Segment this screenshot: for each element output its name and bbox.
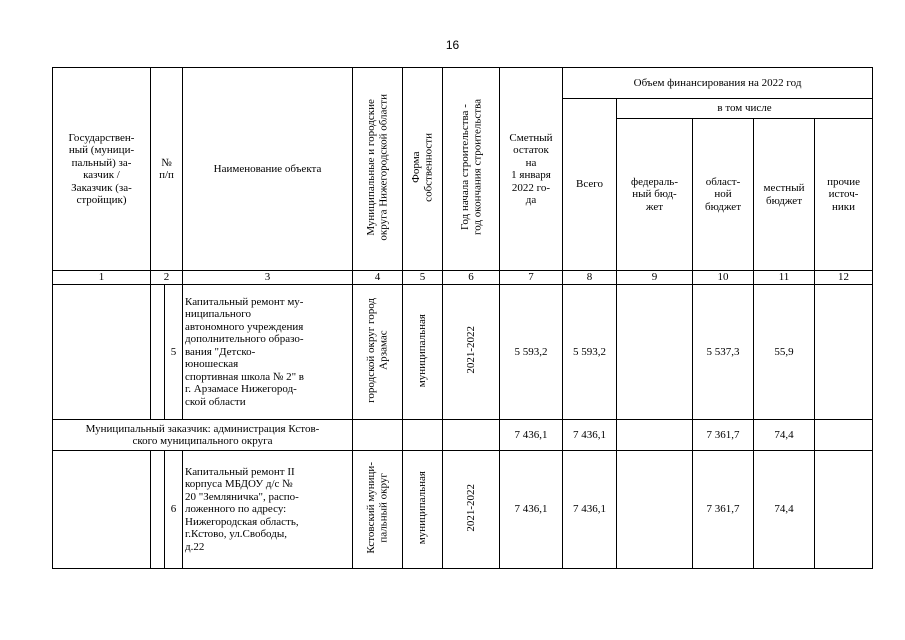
col-num: 1 bbox=[53, 271, 151, 285]
col-num: 2 bbox=[151, 271, 183, 285]
cell-federal bbox=[617, 451, 693, 569]
cell-empty bbox=[403, 420, 443, 451]
col-num: 5 bbox=[403, 271, 443, 285]
cell-municipality: городской округ город Арзамас bbox=[353, 285, 403, 420]
cell-spacer bbox=[151, 451, 165, 569]
header-municipality: Муниципальные и городские округа Нижегородской области bbox=[353, 68, 403, 271]
cell-balance: 7 436,1 bbox=[500, 451, 563, 569]
page-number: 16 bbox=[445, 38, 460, 52]
cell-local: 74,4 bbox=[754, 451, 815, 569]
cell-local: 55,9 bbox=[754, 285, 815, 420]
cell-ownership: муниципальная bbox=[403, 285, 443, 420]
cell-object: Капитальный ремонт II корпуса МБДОУ д/с № 20 "Земляничка", распо- ложенного по адресу: Нижегородская область, г.Кстово, ул.Свободы, д.22 bbox=[183, 451, 353, 569]
header-local: местный бюджет bbox=[754, 119, 815, 271]
header-years: Год начала строительства - год окончания строительства bbox=[443, 68, 500, 271]
header-federal: федераль- ный бюд- жет bbox=[617, 119, 693, 271]
cell-empty bbox=[353, 420, 403, 451]
cell-customer bbox=[53, 285, 151, 420]
header-financing: Объем финансирования на 2022 год bbox=[563, 68, 873, 99]
col-num: 4 bbox=[353, 271, 403, 285]
column-number-row bbox=[53, 271, 873, 285]
cell-other bbox=[815, 285, 873, 420]
cell-regional: 5 537,3 bbox=[693, 285, 754, 420]
cell-no: 6 bbox=[165, 451, 183, 569]
col-num: 8 bbox=[563, 271, 617, 285]
cell-total: 5 593,2 bbox=[563, 285, 617, 420]
subtotal-label: Муниципальный заказчик: администрация Кстов- ского муниципального округа bbox=[53, 420, 353, 451]
cell-years: 2021-2022 bbox=[443, 285, 500, 420]
subtotal-row bbox=[53, 420, 873, 451]
header-other: прочие источ- ники bbox=[815, 119, 873, 271]
cell-no: 5 bbox=[165, 285, 183, 420]
header-including: в том числе bbox=[617, 99, 873, 119]
col-num: 11 bbox=[754, 271, 815, 285]
col-num: 10 bbox=[693, 271, 754, 285]
header-total: Всего bbox=[563, 99, 617, 271]
cell-empty bbox=[815, 420, 873, 451]
col-num: 9 bbox=[617, 271, 693, 285]
subtotal-local: 74,4 bbox=[754, 420, 815, 451]
col-num: 12 bbox=[815, 271, 873, 285]
cell-other bbox=[815, 451, 873, 569]
cell-object: Капитальный ремонт му- ниципального автономного учреждения дополнительного образо- вания "Детско- юношеская спортивная школа № 2" в г. Арзамасе Нижегород- ской области bbox=[183, 285, 353, 420]
financing-table bbox=[52, 67, 873, 569]
col-num: 7 bbox=[500, 271, 563, 285]
col-num: 6 bbox=[443, 271, 500, 285]
header-no: № п/п bbox=[151, 68, 183, 271]
header-regional: област- ной бюджет bbox=[693, 119, 754, 271]
cell-total: 7 436,1 bbox=[563, 451, 617, 569]
header-balance: Сметный остаток на 1 января 2022 го- да bbox=[500, 68, 563, 271]
cell-municipality: Кстовский муници- пальный округ bbox=[353, 451, 403, 569]
subtotal-total: 7 436,1 bbox=[563, 420, 617, 451]
table-row bbox=[53, 451, 873, 569]
cell-empty bbox=[443, 420, 500, 451]
cell-ownership: муниципальная bbox=[403, 451, 443, 569]
col-num: 3 bbox=[183, 271, 353, 285]
cell-spacer bbox=[151, 285, 165, 420]
header-object-name: Наименование объекта bbox=[183, 68, 353, 271]
subtotal-regional: 7 361,7 bbox=[693, 420, 754, 451]
header-customer: Государствен- ный (муници- пальный) за- казчик / Заказчик (за- стройщик) bbox=[53, 68, 151, 271]
cell-years: 2021-2022 bbox=[443, 451, 500, 569]
cell-federal bbox=[617, 285, 693, 420]
subtotal-balance: 7 436,1 bbox=[500, 420, 563, 451]
cell-balance: 5 593,2 bbox=[500, 285, 563, 420]
header-ownership: Форма собственности bbox=[403, 68, 443, 271]
cell-regional: 7 361,7 bbox=[693, 451, 754, 569]
table-row bbox=[53, 285, 873, 420]
cell-empty bbox=[617, 420, 693, 451]
cell-customer bbox=[53, 451, 151, 569]
